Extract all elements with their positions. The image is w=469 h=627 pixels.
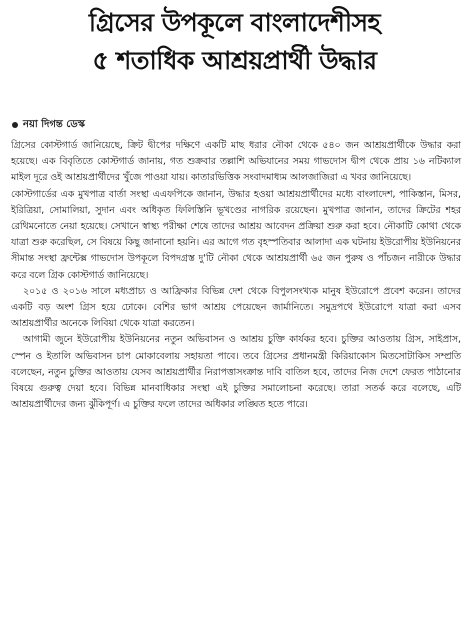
paragraph-2: কোস্টগার্ডের এক মুখপাত্র বার্তা সংস্থা এএফপিকে জানান, উদ্ধার হওয়া আশ্রয়প্রার্থীদের মধ্যে বাংলাদেশ, পাকিস্তান, মিসর, ইরিত্রিয়া, সোমালিয়া, সুদান এবং অধিকৃত ফিলিস্তিনি ভূখণ্ডের নাগরিক রয়েছেন। মুখপাত্র জানান, তাদের ক্রিটের শহর রেথিমনোতে নেয়া হয়েছে। সেখানে স্বাস্থ্য পরীক্ষা শেষে তাদের আশ্রয় আবেদন প্রক্রিয়া শুরু করা হবে। নৌকাটি কোথা থেকে যাত্রা শুরু করেছিল, সে বিষয়ে কিছু জানানো হয়নি। এর আগে গত বৃহস্পতিবার আলাদা এক ঘটনায় ইউরোপীয় ইউনিয়নের সীমান্ত সংস্থা ফ্রন্টেক্স গাভদোস উপকূলে বিপদগ্রস্ত দু'টি নৌকা থেকে আশ্রয়প্রার্থী ৬৫ জন পুরুষ ও পাঁচজন নারীকে উদ্ধার করে বলে গ্রিক কোস্টগার্ড জানিয়েছে। — [11, 188, 461, 281]
byline — [12, 117, 85, 133]
headline-line-2: ৫ শতাধিক আশ্রয়প্রার্থী উদ্ধার — [92, 46, 377, 75]
paragraph-1: গ্রিসের কোস্টগার্ড জানিয়েছে, ক্রিট দ্বীপের দক্ষিণে একটি মাছ ধরার নৌকা থেকে ৫৪০ জন আশ্রয়প্রার্থীকে উদ্ধার করা হয়েছে। এক বিবৃতিতে কোস্টগার্ড জানায়, গত শুক্রবার তল্লাশি অভিযানের সময় গাভদোস দ্বীপ থেকে প্রায় ১৬ নটিক্যাল মাইল দূরে ওই আশ্রয়প্রার্থীদের খুঁজে পাওয়া যায়। কাতারভিত্তিক সংবাদমাধ্যম আলজাজিরা এ খবর জানিয়েছে। — [11, 140, 461, 184]
headline-line-1: গ্রিসের উপকূলে বাংলাদেশীসহ — [88, 8, 381, 37]
bullet-icon — [12, 122, 18, 128]
article-body — [11, 138, 461, 413]
paragraph-4: আগামী জুনে ইউরোপীয় ইউনিয়নের নতুন অভিবাসন ও আশ্রয় চুক্তি কার্যকর হবে। চুক্তির আওতায় গ্রিস, সাইপ্রাস, স্পেন ও ইতালি অভিবাসন চাপ মোকাবেলায় সহায়তা পাবে। তবে গ্রিসের প্রধানমন্ত্রী কিরিয়াকোস মিতসোটাকিস সম্প্রতি বলেছেন, নতুন চুক্তির আওতায় যেসব আশ্রয়প্রার্থীর নিরাপত্তাসংক্রান্ত দাবি বাতিল হবে, তাদের নিজ দেশে ফেরত পাঠানোর বিষয়ে গুরুত্ব দেয়া হবে। বিভিন্ন মানবাধিকার সংস্থা এই চুক্তির সমালোচনা করেছে। তারা সতর্ক করে বলেছে, এটি আশ্রয়প্রার্থীদের জন্য ঝুঁকিপূর্ণ। এ চুক্তির ফলে তাদের অধিকার লঙ্ঘিত হতে পারে। — [11, 334, 461, 411]
byline-text: নয়া দিগন্ত ডেস্ক — [23, 118, 85, 130]
paragraph-3: ২০১৫ ও ২০১৬ সালে মধ্যপ্রাচ্য ও আফ্রিকার বিভিন্ন দেশ থেকে বিপুলসংখ্যক মানুষ ইউরোপে প্রবেশ করেন। তাদের একটি বড় অংশ গ্রিস হয়ে ঢোকে। বেশির ভাগ আশ্রয় পেয়েছেন জার্মানিতে। সমুদ্রপথে ইউরোপে যাত্রা করা এসব আশ্রয়প্রার্থীর অনেকে লিবিয়া থেকে যাত্রা করতেন। — [11, 285, 461, 330]
